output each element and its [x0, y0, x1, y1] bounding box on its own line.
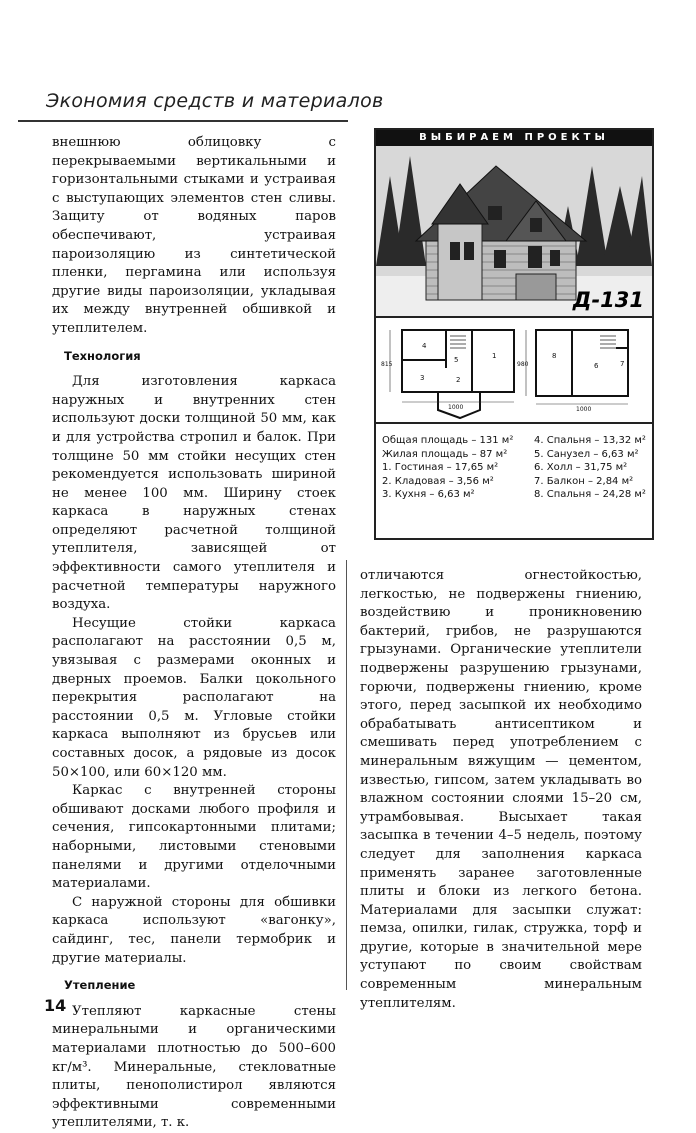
paragraph-technology-4: С наружной стороны для обшивки каркаса используют «вагонку», сайдинг, тес, панели термобрик и другие материалы. [52, 894, 336, 966]
paragraph-technology-1: Для изготовления каркаса наружных и внутренних стен используют доски толщиной 50 мм, как и для устройства стропил и балок. При толщине 50 мм стойки несущих стен рекомендуется использовать шириной не менее 100 мм. Ширину стоек каркаса в наружных стенах определяют расчетной толщиной утеплителя, зависящей от эффективности самого утеплителя и расчетной температуры наружного воздуха. [52, 374, 336, 613]
room-legend [382, 434, 646, 502]
legend-item: 2. Кладовая – 3,56 м² [382, 475, 494, 487]
legend-item: 8. Спальня – 24,28 м² [534, 489, 646, 500]
plan-room-label: 1 [492, 352, 497, 360]
floor-plan-drawing [376, 318, 652, 422]
running-header: Экономия средств и материалов [46, 90, 384, 112]
plan-room-label: 3 [420, 374, 425, 382]
header-rule [18, 120, 348, 122]
plan-dim-right: 1000 [576, 406, 592, 413]
column-divider [346, 560, 347, 990]
legend-item: 1. Гостиная – 17,65 м² [382, 462, 499, 473]
house-photo [376, 146, 652, 316]
plan-dim-right-height: 980 [517, 361, 529, 368]
plan-dim-left-height: 815 [381, 361, 393, 368]
legend-item: 6. Холл – 31,75 м² [534, 462, 628, 473]
page-number: 14 [44, 996, 67, 1015]
plan-room-label: 4 [422, 342, 427, 350]
project-card [374, 128, 654, 540]
plan-room-label: 2 [456, 376, 461, 384]
paragraph-insulation: Утепляют каркасные стены минеральными и органическими материалами плотностью до 500–600 кг/м³. Минеральные, стекловатные плиты, пенополистирол являются эффективными современными утеплителями, т. к. [52, 1003, 336, 1131]
paragraph-technology-3: Каркас с внутренней стороны обшивают досками любого профиля и сечения, гипсокартонными плитами; наборными, листовыми стеновыми панелями и другими отделочными материалами. [52, 783, 336, 892]
card-heading: ВЫБИРАЕМ ПРОЕКТЫ [376, 130, 652, 146]
paragraph-intro: внешнюю облицовку с перекрываемыми вертикальными и горизонтальными стыками и устраивая с выступающих элементов стен сливы. Защиту от водяных паров обеспечивают, устраивая пароизоляцию из синтетической пленки, пергамина или используя другие виды пароизоляции, укладывая их между внутренней обшивкой и утеплителем. [52, 135, 336, 336]
heading-insulation: Утепление [64, 978, 136, 993]
plan-room-label: 8 [552, 352, 557, 360]
plan-room-label: 7 [620, 360, 625, 368]
paragraph-technology-2: Несущие стойки каркаса располагают на расстоянии 0,5 м, увязывая с размерами оконных и дверных проемов. Балки цокольного перекрытия располагают на расстоянии 0,5 м. Угловые стойки каркаса выполняют из брусьев или составных досок, а рядовые из досок 50×100, или 60×120 мм. [52, 615, 336, 780]
right-column [360, 567, 642, 1013]
floor-plans [376, 316, 652, 424]
legend-item: Общая площадь – 131 м² [382, 435, 514, 446]
heading-technology: Технология [64, 348, 141, 363]
plan-dim-left: 1000 [448, 404, 464, 411]
legend-item: 7. Балкон – 2,84 м² [534, 475, 634, 487]
left-column [52, 134, 336, 1133]
legend-item: 4. Спальня – 13,32 м² [534, 435, 646, 446]
legend-item: Жилая площадь – 87 м² [382, 448, 508, 460]
legend-item: 3. Кухня – 6,63 м² [382, 489, 475, 500]
project-code: Д-131 [572, 288, 644, 312]
paragraph-continuation: отличаются огнестойкостью, легкостью, не подвержены гниению, воздействию и проникновению бактерий, грибов, не разрушаются грызунами. Органические утеплители подвержены разрушению грызунами, горючи, подвержены гниению, кроме этого, перед засыпкой их необходимо обрабатывать антисептиком и смешивать перед употреблением с минеральным вяжущим — цементом, известью, гипсом, затем укладывать во влажном состоянии слоями 15–20 см, утрамбовывая. Высыхает такая засыпка в течении 4–5 недель, поэтому следует для заполнения каркаса применять заранее заготовленные плиты и блоки из легкого бетона. Материалами для засыпки служат: пемза, опилки, гилак, стружка, торф и другие, которые в значительной мере уступают по своим свойствам современным минеральным утеплителям. [360, 568, 642, 1011]
plan-room-label: 6 [594, 362, 599, 370]
legend-item: 5. Санузел – 6,63 м² [534, 448, 639, 460]
plan-room-label: 5 [454, 356, 459, 364]
